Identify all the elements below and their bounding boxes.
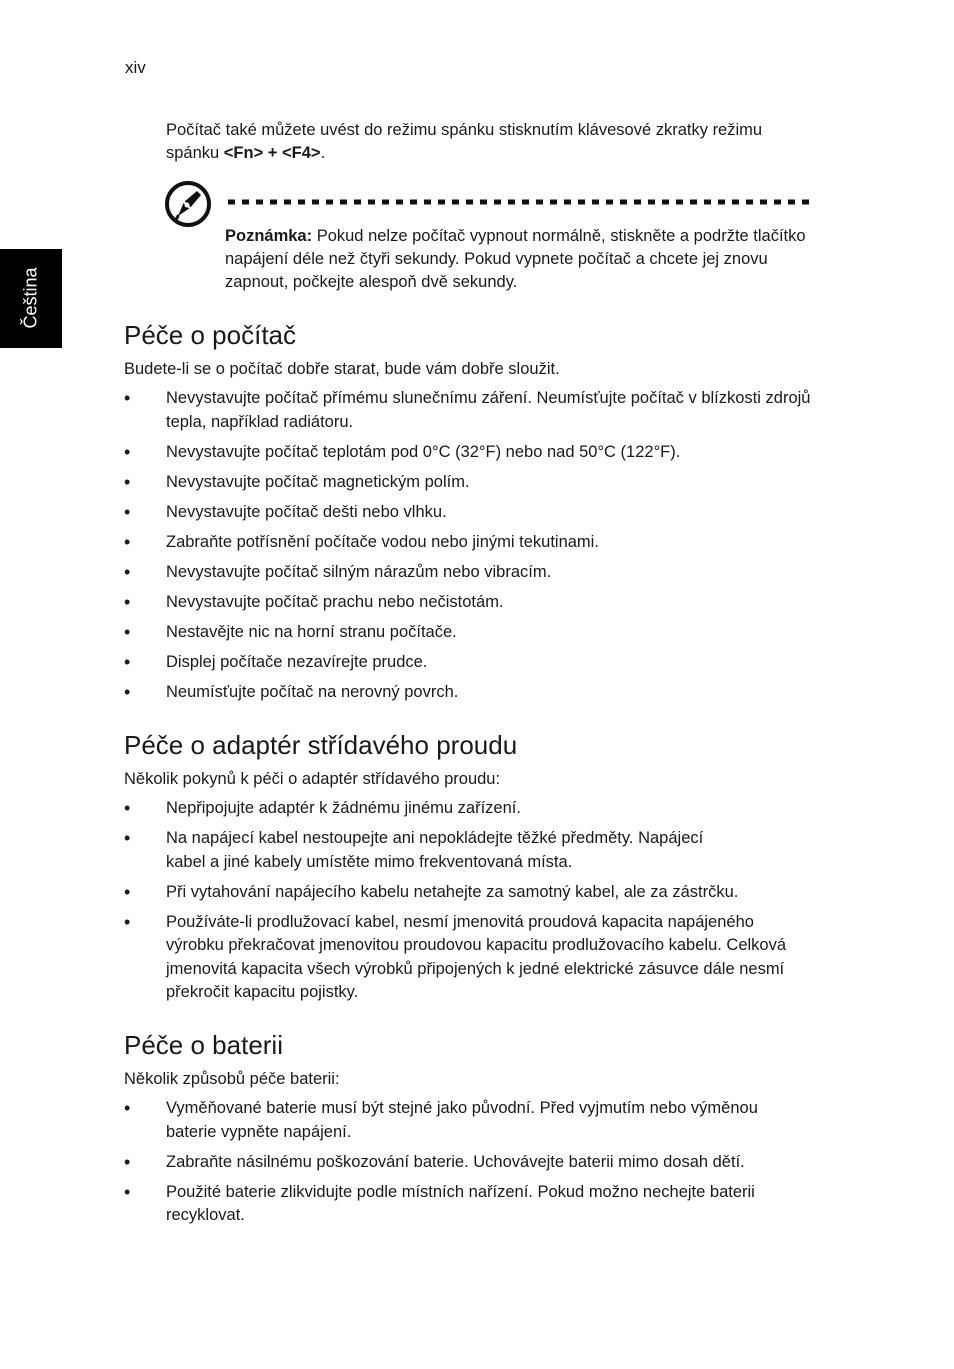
list-item: • Nevystavujte počítač prachu nebo nečistotám. <box>124 591 824 615</box>
language-tab-label: Čeština <box>20 267 41 329</box>
section-lead-computer-care: Budete-li se o počítač dobře starat, bude vám dobře sloužit. <box>124 360 560 378</box>
intro-shortcut: <Fn> + <F4> <box>223 144 321 162</box>
list-item: • Displej počítače nezavírejte prudce. <box>124 651 824 675</box>
note-label: Poznámka: <box>225 227 313 245</box>
list-item: • Nepřipojujte adaptér k žádnému jinému zařízení. <box>124 797 824 821</box>
list-item: • Zabraňte potřísnění počítače vodou nebo jinými tekutinami. <box>124 531 824 555</box>
list-item: • Použité baterie zlikvidujte podle místních nařízení. Pokud možno nechejte baterii recyklovat. <box>124 1181 824 1228</box>
list-item: • Nestavějte nic na horní stranu počítače. <box>124 621 824 645</box>
note-divider <box>226 199 810 205</box>
section-heading-computer-care: Péče o počítač <box>124 320 296 350</box>
list-item: • Používáte-li prodlužovací kabel, nesmí jmenovitá proudová kapacita napájeného výrobku překračovat jmenovitou proudovou kapacitu prodlužovacího kabelu. Celková jmenovitá kapacita všech výrobků připojených k jedné elektrické zásuvce dále nesmí překročit kapacitu pojistky. <box>124 911 824 1005</box>
list-item: • Nevystavujte počítač silným nárazům nebo vibracím. <box>124 561 824 585</box>
list-item: • Na napájecí kabel nestoupejte ani nepokládejte těžké předměty. Napájecí kabel a jiné kabely umístěte mimo frekventovaná místa. <box>124 827 824 874</box>
section-heading-adapter-care: Péče o adaptér střídavého proudu <box>124 730 518 760</box>
list-item: • Neumísťujte počítač na nerovný povrch. <box>124 681 824 705</box>
list-item: • Nevystavujte počítač dešti nebo vlhku. <box>124 501 824 525</box>
note-text <box>225 225 815 294</box>
list-item: • Vyměňované baterie musí být stejné jako původní. Před vyjmutím nebo výměnou baterie vypněte napájení. <box>124 1097 824 1144</box>
list-item: • Nevystavujte počítač přímému slunečnímu záření. Neumísťujte počítač v blízkosti zdrojů tepla, například radiátoru. <box>124 387 824 434</box>
list-computer-care <box>124 387 824 711</box>
section-lead-battery-care: Několik způsobů péče baterii: <box>124 1070 340 1088</box>
page-number: xiv <box>125 58 146 77</box>
section-heading-battery-care: Péče o baterii <box>124 1030 283 1060</box>
list-battery-care <box>124 1097 824 1234</box>
list-item: • Zabraňte násilnému poškozování baterie. Uchovávejte baterii mimo dosah dětí. <box>124 1151 824 1175</box>
list-adapter-care <box>124 797 824 1011</box>
section-lead-adapter-care: Několik pokynů k péči o adaptér střídavého proudu: <box>124 770 501 788</box>
intro-paragraph <box>166 119 816 165</box>
list-item: • Nevystavujte počítač teplotám pod 0°C (32°F) nebo nad 50°C (122°F). <box>124 441 824 465</box>
note-pen-icon <box>164 180 212 228</box>
language-tab <box>0 249 62 348</box>
intro-text: Počítač také můžete uvést do režimu spánku stisknutím klávesové zkratky režimu spánku <box>166 121 763 162</box>
note-body: Pokud nelze počítač vypnout normálně, stiskněte a podržte tlačítko napájení déle než čtyři sekundy. Pokud vypnete počítač a chcete jej znovu zapnout, počkejte alespoň dvě sekundy. <box>225 227 806 291</box>
list-item: • Při vytahování napájecího kabelu netahejte za samotný kabel, ale za zástrčku. <box>124 881 824 905</box>
intro-end: . <box>320 144 326 162</box>
list-item: • Nevystavujte počítač magnetickým polím. <box>124 471 824 495</box>
